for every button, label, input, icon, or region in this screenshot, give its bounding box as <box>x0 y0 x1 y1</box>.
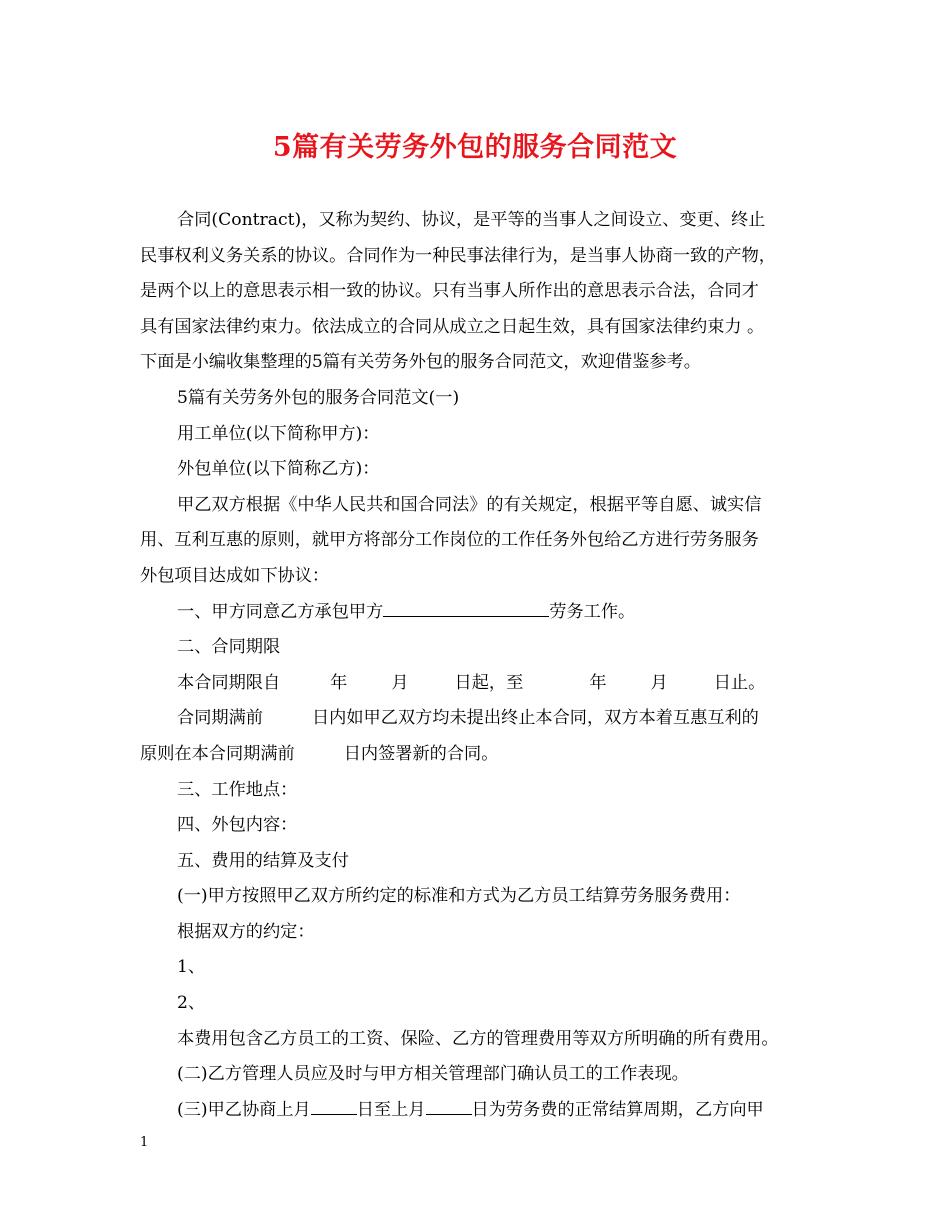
fee-item-2: 2、 <box>177 993 206 1014</box>
fee-clause-3-part-1: (三)甲乙协商上月 <box>177 1099 311 1120</box>
fee-clause-3-part-2: 日至上月 <box>356 1099 426 1120</box>
clause-5: 五、费用的结算及支付 <box>177 850 349 871</box>
clause-1-after: 劳务工作。 <box>549 601 636 622</box>
intro-line-5: 下面是小编收集整理的5篇有关劳务外包的服务合同范文，欢迎借鉴参考。 <box>140 352 701 373</box>
term-day-1: 日起，至 <box>454 672 524 693</box>
fee-clause-3-blank-2 <box>426 1098 472 1115</box>
document-body <box>140 203 822 1128</box>
renewal-part-2: 日内如甲乙双方均未提出终止本合同，双方本着互惠互利的 <box>311 708 759 729</box>
intro-line-2: 民事权利义务关系的协议。合同作为一种民事法律行为，是当事人协商一致的产物， <box>140 245 776 266</box>
party-a-line: 用工单位(以下简称甲方)： <box>177 423 380 444</box>
fee-basis: 根据双方的约定： <box>177 921 315 942</box>
fee-clause-3 <box>140 1093 822 1129</box>
intro-line-4: 具有国家法律约束力。依法成立的合同从成立之日起生效，具有国家法律约束力 。 <box>140 316 765 337</box>
fee-clause-2: (二)乙方管理人员应及时与甲方相关管理部门确认员工的工作表现。 <box>177 1064 689 1085</box>
clause-4: 四、外包内容： <box>177 815 298 836</box>
renewal-part-1: 合同期满前 <box>177 708 263 729</box>
term-day-2: 日止。 <box>713 672 766 693</box>
renewal-line-2 <box>140 737 822 773</box>
clause-2-heading: 二、合同期限 <box>177 637 281 658</box>
intro-line-3: 是两个以上的意思表示相一致的协议。只有当事人所作出的意思表示合法，合同才 <box>140 281 759 302</box>
fee-item-1: 1、 <box>177 957 206 978</box>
page-number: 1 <box>140 1135 149 1150</box>
clause-1-blank <box>383 600 549 617</box>
preamble-line-1: 甲乙双方根据《中华人民共和国合同法》的有关规定，根据平等自愿、诚实信 <box>177 494 762 515</box>
section-heading: 5篇有关劳务外包的服务合同范文(一) <box>177 387 460 408</box>
term-line <box>140 666 822 702</box>
fee-clause-3-part-3: 日为劳务费的正常结算周期，乙方向甲 <box>471 1099 764 1120</box>
fee-clause-3-blank-1 <box>311 1098 357 1115</box>
renewal-line-1 <box>140 701 822 737</box>
term-month-1: 月 <box>391 672 409 693</box>
preamble-line-2: 用、互利互惠的原则，就甲方将部分工作岗位的工作任务外包给乙方进行劳务服务 <box>140 530 759 551</box>
term-month-2: 月 <box>650 672 668 693</box>
party-b-line: 外包单位(以下简称乙方)： <box>177 459 380 480</box>
term-year-2: 年 <box>589 672 607 693</box>
clause-1 <box>140 595 822 631</box>
preamble-line-3: 外包项目达成如下协议： <box>140 565 330 586</box>
renewal-part-3: 原则在本合同期满前 <box>140 743 295 764</box>
fee-note: 本费用包含乙方员工的工资、保险、乙方的管理费用等双方所明确的所有费用。 <box>177 1028 779 1049</box>
term-year-1: 年 <box>330 672 348 693</box>
clause-3: 三、工作地点： <box>177 779 298 800</box>
document-title: 5篇有关劳务外包的服务合同范文 <box>272 132 678 163</box>
clause-1-before: 一、甲方同意乙方承包甲方 <box>177 601 384 622</box>
intro-line-1: 合同(Contract)，又称为契约、协议，是平等的当事人之间设立、变更、终止 <box>177 210 766 230</box>
term-start: 本合同期限自 <box>177 672 281 693</box>
renewal-part-4: 日内签署新的合同。 <box>343 743 499 764</box>
fee-clause-1: (一)甲方按照甲乙双方所约定的标准和方式为乙方员工结算劳务服务费用： <box>177 886 741 907</box>
